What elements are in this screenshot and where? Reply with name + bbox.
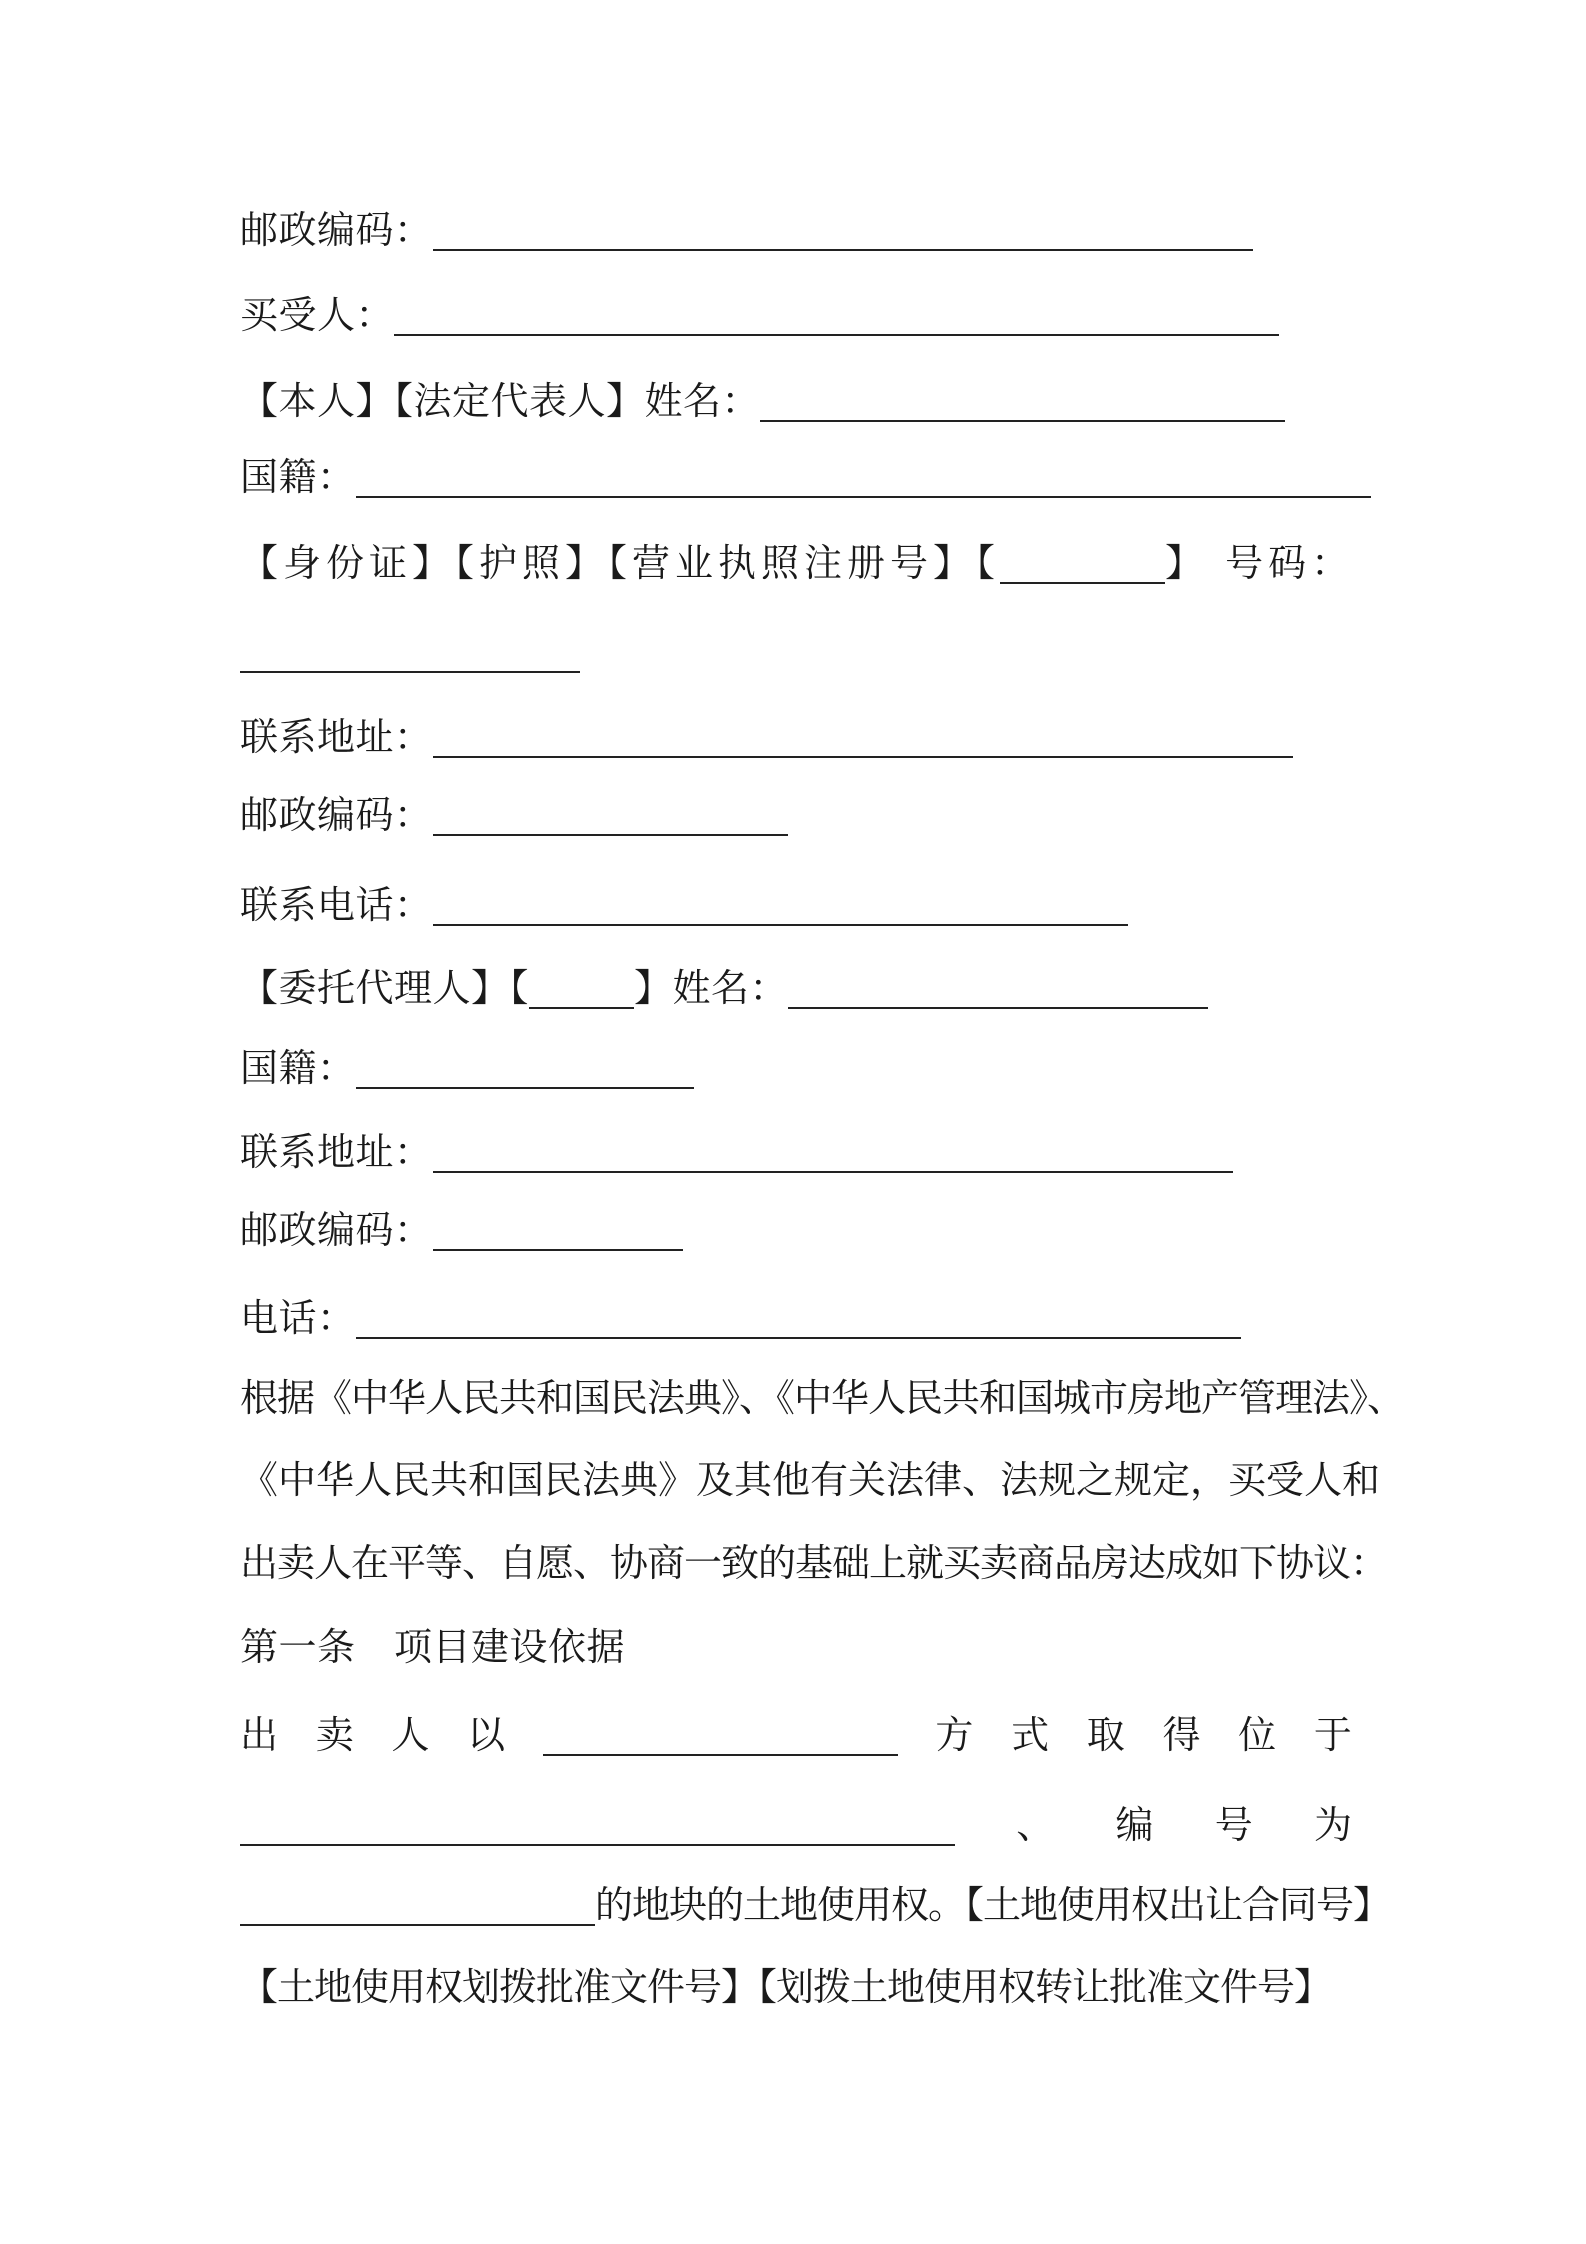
phone-blank[interactable]: [433, 886, 1128, 926]
phone-label: 联系电话：: [240, 883, 433, 927]
preamble-line-3: 出卖人在平等、自愿、协商一致的基础上就买卖商品房达成如下协议：: [240, 1541, 1388, 1585]
article-1-word: 方: [935, 1713, 974, 1757]
phone-row-2: [240, 1293, 1241, 1343]
buyer-label: 买受人：: [240, 293, 395, 337]
person-name-row: [240, 376, 1285, 426]
id-type-label: 【身份证】【护照】【营业执照注册号】【: [240, 541, 1001, 585]
id-type-other-blank[interactable]: [1000, 544, 1165, 584]
address-row-2: [240, 1127, 1233, 1177]
nationality-blank[interactable]: [356, 458, 1371, 498]
id-number-label: 】 号码：: [1165, 541, 1355, 585]
postal-code-label: 邮政编码：: [240, 793, 433, 837]
person-name-blank[interactable]: [760, 382, 1285, 422]
article-1-row-3-text: 的地块的土地使用权。【土地使用权出让合同号】: [595, 1883, 1391, 1927]
postal-code-row-2: [240, 790, 788, 840]
article-1-heading: 第一条 项目建设依据: [240, 1625, 626, 1669]
article-1-row-2: [240, 1800, 1352, 1850]
agent-other-blank[interactable]: [529, 969, 634, 1009]
nationality-row-2: [240, 1043, 694, 1093]
article-1-row-3: [240, 1880, 1390, 1930]
phone-row-1: [240, 880, 1128, 930]
address-blank[interactable]: [433, 718, 1293, 758]
postal-code-row-1: [240, 205, 1253, 255]
address-row-1: [240, 712, 1293, 762]
agent-row: [240, 963, 1208, 1013]
address-blank[interactable]: [433, 1133, 1233, 1173]
preamble-line-2: 《中华人民共和国民法典》及其他有关法律、法规之规定，买受人和: [240, 1458, 1381, 1502]
article-1-word: 取: [1086, 1713, 1125, 1757]
article-1-word: 编: [1115, 1803, 1154, 1847]
article-1-word: 卖: [315, 1713, 354, 1757]
article-1-word: 式: [1011, 1713, 1050, 1757]
id-type-row: [240, 538, 1354, 588]
postal-code-label: 邮政编码：: [240, 208, 433, 252]
article-1-word: 出: [240, 1713, 279, 1757]
postal-code-label: 邮政编码：: [240, 1208, 433, 1252]
nationality-label: 国籍：: [240, 455, 356, 499]
article-1-word: 人: [391, 1713, 430, 1757]
article-1-word: 得: [1162, 1713, 1201, 1757]
preamble-line-1: 根据《中华人民共和国民法典》、《中华人民共和国城市房地产管理法》、: [240, 1376, 1405, 1420]
address-label: 联系地址：: [240, 715, 433, 759]
article-1-word: 位: [1238, 1713, 1277, 1757]
phone-blank[interactable]: [356, 1299, 1241, 1339]
article-1-row-4: 【土地使用权划拨批准文件号】【划拨土地使用权转让批准文件号】: [240, 1965, 1332, 2009]
article-1-word: 于: [1313, 1713, 1352, 1757]
land-location-blank[interactable]: [240, 1806, 955, 1846]
nationality-label: 国籍：: [240, 1046, 356, 1090]
nationality-blank[interactable]: [356, 1049, 694, 1089]
article-1-word: 以: [467, 1713, 506, 1757]
person-name-label: 【本人】【法定代表人】姓名：: [240, 379, 761, 423]
postal-code-blank[interactable]: [433, 1211, 683, 1251]
article-1-word: 号: [1214, 1803, 1253, 1847]
id-number-row: [240, 627, 580, 677]
agent-name-label: 】姓名：: [634, 966, 789, 1010]
nationality-row-1: [240, 452, 1371, 502]
postal-code-row-3: [240, 1205, 683, 1255]
buyer-row: [240, 290, 1279, 340]
buyer-blank[interactable]: [394, 296, 1279, 336]
id-number-blank[interactable]: [240, 633, 580, 673]
acquisition-method-blank[interactable]: [543, 1716, 898, 1756]
article-1-row-1: [240, 1710, 1352, 1760]
address-label: 联系地址：: [240, 1130, 433, 1174]
article-1-word: 、: [1016, 1803, 1055, 1847]
agent-name-blank[interactable]: [788, 969, 1208, 1009]
article-1-word: 为: [1313, 1803, 1352, 1847]
postal-code-blank[interactable]: [433, 211, 1253, 251]
land-number-blank[interactable]: [240, 1886, 595, 1926]
phone-label: 电话：: [240, 1296, 356, 1340]
postal-code-blank[interactable]: [433, 796, 788, 836]
agent-label: 【委托代理人】【: [240, 966, 530, 1010]
